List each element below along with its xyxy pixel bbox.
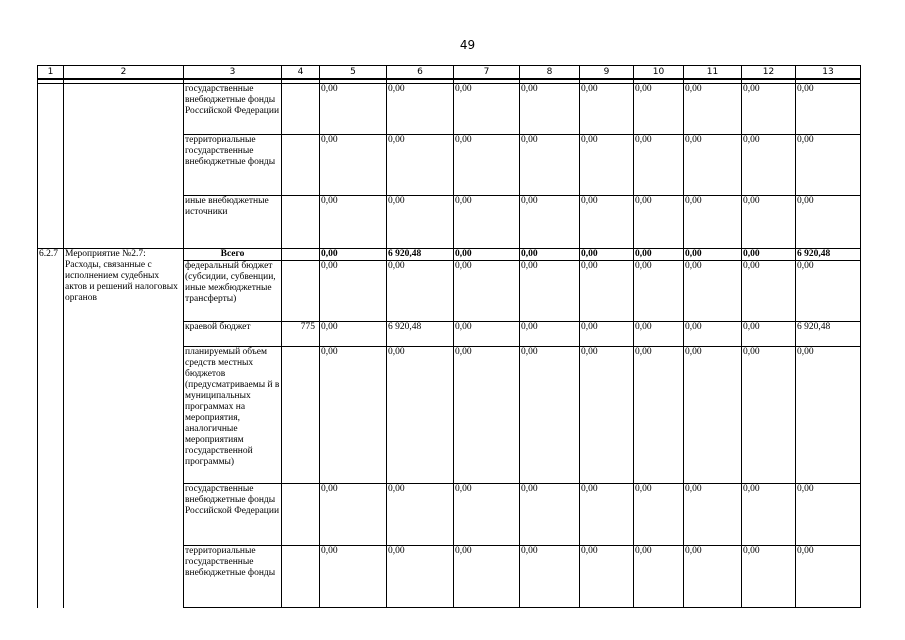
amount-cell: 0,00 [796, 546, 861, 608]
amount-cell: 0,00 [796, 347, 861, 484]
item-title-cell: Мероприятие №2.7: Расходы, связанные с исполнением судебных актов и решений налоговых органов [64, 249, 184, 608]
total-row [38, 249, 861, 261]
amount-cell: 0,00 [520, 135, 580, 196]
amount-cell: 0,00 [520, 484, 580, 546]
budget-code-cell [282, 261, 320, 322]
funding-source-cell: федеральный бюджет (субсидии, субвенции, иные межбюджетные трансферты) [184, 261, 282, 322]
amount-cell: 0,00 [580, 347, 634, 484]
amount-cell: 0,00 [796, 196, 861, 249]
amount-cell: 0,00 [520, 261, 580, 322]
amount-cell: 0,00 [634, 347, 684, 484]
amount-cell: 0,00 [320, 261, 387, 322]
amount-cell: 0,00 [580, 322, 634, 347]
amount-cell: 0,00 [520, 546, 580, 608]
amount-cell: 6 920,48 [796, 249, 861, 261]
amount-cell: 0,00 [320, 347, 387, 484]
item-number-cell [38, 84, 64, 249]
amount-cell: 0,00 [320, 135, 387, 196]
amount-cell: 0,00 [742, 135, 796, 196]
funding-source-cell: Всего [184, 249, 282, 261]
amount-cell: 6 920,48 [387, 249, 454, 261]
amount-cell: 0,00 [454, 84, 520, 135]
column-header: 10 [634, 66, 684, 80]
budget-table [37, 65, 861, 608]
amount-cell: 0,00 [320, 249, 387, 261]
column-header: 2 [64, 66, 184, 80]
table-row [38, 84, 861, 135]
amount-cell: 0,00 [520, 249, 580, 261]
page-number: 49 [459, 38, 476, 52]
amount-cell: 0,00 [684, 196, 742, 249]
amount-cell: 0,00 [520, 322, 580, 347]
amount-cell: 0,00 [796, 261, 861, 322]
budget-code-cell [282, 249, 320, 261]
budget-code-cell [282, 135, 320, 196]
amount-cell: 0,00 [684, 347, 742, 484]
column-header: 9 [580, 66, 634, 80]
amount-cell: 0,00 [454, 196, 520, 249]
column-header: 13 [796, 66, 861, 80]
budget-code-cell [282, 84, 320, 135]
amount-cell: 0,00 [634, 249, 684, 261]
amount-cell: 0,00 [387, 84, 454, 135]
amount-cell: 0,00 [684, 484, 742, 546]
amount-cell: 0,00 [387, 135, 454, 196]
column-header: 8 [520, 66, 580, 80]
amount-cell: 0,00 [742, 347, 796, 484]
funding-source-cell: государственные внебюджетные фонды Российской Федерации [184, 84, 282, 135]
amount-cell: 0,00 [742, 261, 796, 322]
amount-cell: 0,00 [320, 322, 387, 347]
column-number-row [38, 66, 861, 80]
amount-cell: 0,00 [454, 135, 520, 196]
amount-cell: 0,00 [742, 322, 796, 347]
funding-source-cell: иные внебюджетные источники [184, 196, 282, 249]
amount-cell: 0,00 [580, 546, 634, 608]
amount-cell: 0,00 [520, 347, 580, 484]
column-header: 12 [742, 66, 796, 80]
amount-cell: 0,00 [684, 261, 742, 322]
amount-cell: 0,00 [684, 546, 742, 608]
column-header: 4 [282, 66, 320, 80]
funding-source-cell: территориальные государственные внебюджетные фонды [184, 135, 282, 196]
amount-cell: 0,00 [796, 84, 861, 135]
budget-code-cell: 775 [282, 322, 320, 347]
amount-cell: 0,00 [580, 484, 634, 546]
amount-cell: 0,00 [580, 261, 634, 322]
funding-source-cell: территориальные государственные внебюджетные фонды [184, 546, 282, 608]
budget-code-cell [282, 196, 320, 249]
funding-source-cell: краевой бюджет [184, 322, 282, 347]
amount-cell: 0,00 [454, 322, 520, 347]
budget-code-cell [282, 546, 320, 608]
amount-cell: 0,00 [634, 546, 684, 608]
amount-cell: 0,00 [634, 261, 684, 322]
amount-cell: 0,00 [387, 196, 454, 249]
amount-cell: 0,00 [580, 84, 634, 135]
amount-cell: 0,00 [320, 84, 387, 135]
amount-cell: 0,00 [684, 322, 742, 347]
amount-cell: 0,00 [387, 347, 454, 484]
amount-cell: 0,00 [634, 84, 684, 135]
amount-cell: 0,00 [684, 135, 742, 196]
amount-cell: 0,00 [634, 322, 684, 347]
amount-cell: 0,00 [454, 546, 520, 608]
amount-cell: 0,00 [454, 484, 520, 546]
item-title-cell [64, 84, 184, 249]
amount-cell: 0,00 [580, 135, 634, 196]
amount-cell: 0,00 [742, 546, 796, 608]
amount-cell: 0,00 [387, 484, 454, 546]
amount-cell: 0,00 [454, 347, 520, 484]
amount-cell: 6 920,48 [387, 322, 454, 347]
amount-cell: 0,00 [320, 196, 387, 249]
column-header: 6 [387, 66, 454, 80]
amount-cell: 0,00 [796, 135, 861, 196]
column-header: 1 [38, 66, 64, 80]
amount-cell: 0,00 [454, 261, 520, 322]
amount-cell: 0,00 [580, 196, 634, 249]
amount-cell: 6 920,48 [796, 322, 861, 347]
funding-source-cell: государственные внебюджетные фонды Российской Федерации [184, 484, 282, 546]
item-number-cell: 6.2.7 [38, 249, 64, 608]
amount-cell: 0,00 [634, 135, 684, 196]
amount-cell: 0,00 [742, 196, 796, 249]
amount-cell: 0,00 [520, 84, 580, 135]
amount-cell: 0,00 [320, 484, 387, 546]
budget-code-cell [282, 484, 320, 546]
amount-cell: 0,00 [387, 546, 454, 608]
amount-cell: 0,00 [634, 484, 684, 546]
amount-cell: 0,00 [454, 249, 520, 261]
amount-cell: 0,00 [742, 484, 796, 546]
amount-cell: 0,00 [520, 196, 580, 249]
amount-cell: 0,00 [796, 484, 861, 546]
amount-cell: 0,00 [684, 249, 742, 261]
amount-cell: 0,00 [742, 249, 796, 261]
amount-cell: 0,00 [634, 196, 684, 249]
budget-code-cell [282, 347, 320, 484]
amount-cell: 0,00 [684, 84, 742, 135]
column-header: 3 [184, 66, 282, 80]
funding-source-cell: планируемый объем средств местных бюджетов (предусматриваемы й в муниципальных программах на мероприятия, аналогичные мероприятиям государственной программы) [184, 347, 282, 484]
column-header: 7 [454, 66, 520, 80]
amount-cell: 0,00 [387, 261, 454, 322]
column-header: 11 [684, 66, 742, 80]
amount-cell: 0,00 [580, 249, 634, 261]
column-header: 5 [320, 66, 387, 80]
amount-cell: 0,00 [320, 546, 387, 608]
amount-cell: 0,00 [742, 84, 796, 135]
